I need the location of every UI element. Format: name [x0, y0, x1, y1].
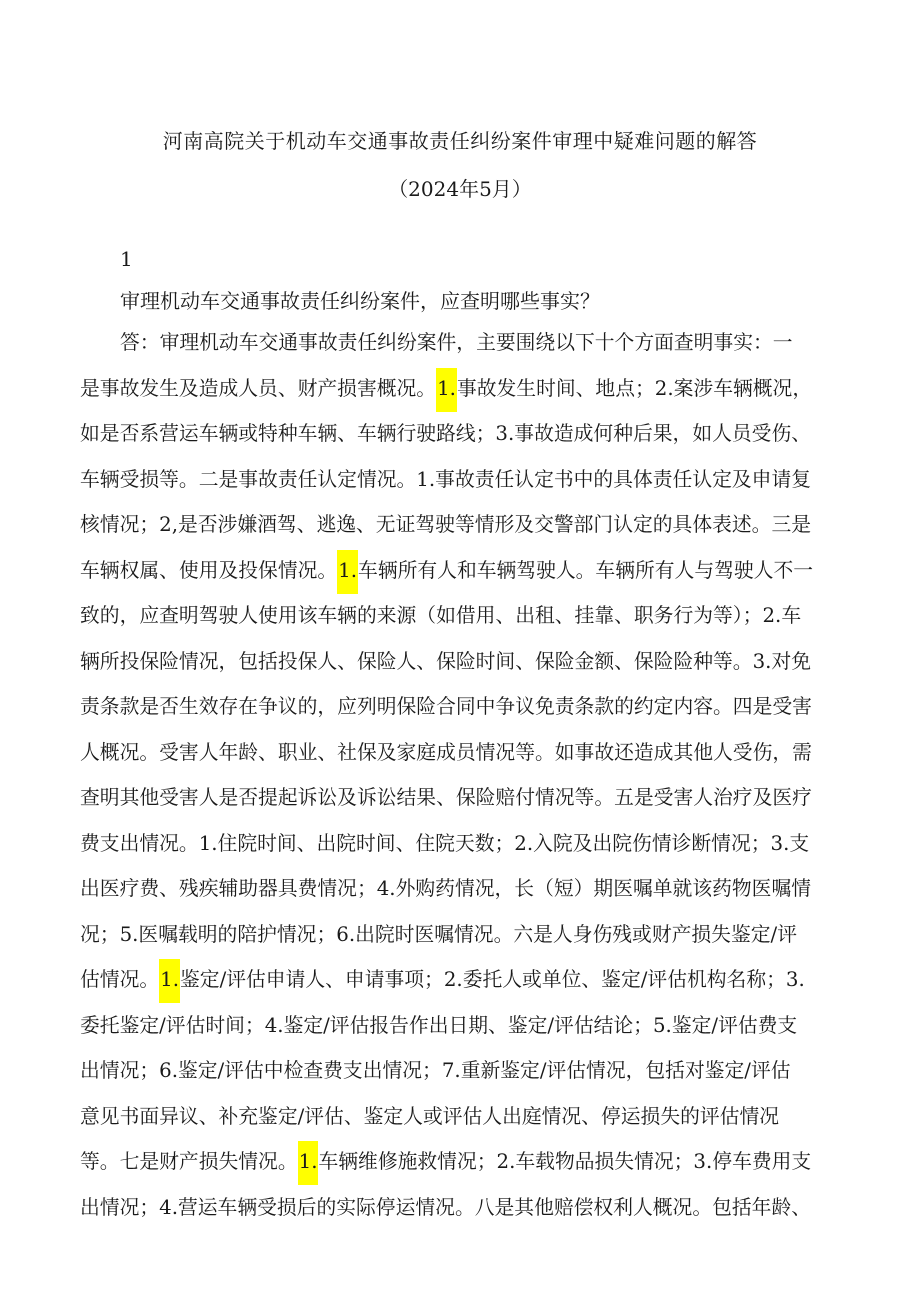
answer-text: 责条款是否生效存在争议的，应列明保险合同中争议免责条款的约定内容。四是受害	[80, 695, 812, 718]
highlighted-text: 1.	[436, 368, 457, 412]
answer-text: 车辆受损等。二是事故责任认定情况。1.事故责任认定书中的具体责任认定及申请复	[80, 467, 812, 491]
highlighted-text: 1.	[159, 959, 180, 1003]
answer-line	[80, 963, 840, 1009]
answer-line	[80, 1054, 840, 1100]
answer-text: 车辆维修施救情况；2.车载物品损失情况；3.停车费用支	[318, 1150, 812, 1173]
answer-text: 答：审理机动车交通事故责任纠纷案件，主要围绕以下十个方面查明事实：一	[120, 331, 793, 354]
answer-text: 委托鉴定/评估时间；4.鉴定/评估报告作出日期、鉴定/评估结论；5.鉴定/评估费支	[80, 1013, 798, 1037]
answer-text: 况；5.医嘱载明的陪护情况；6.出院时医嘱情况。六是人身伤残或财产损失鉴定/评	[80, 922, 797, 946]
answer-line	[80, 872, 840, 918]
answer-text: 事故发生时间、地点；2.案涉车辆概况，	[456, 376, 813, 400]
answer-line	[80, 599, 840, 645]
answer-line	[80, 736, 840, 782]
answer-line	[80, 372, 840, 418]
answer-line	[80, 918, 840, 964]
answer-line	[80, 463, 840, 509]
answer-text: 出情况；6.鉴定/评估中检查费支出情况；7.重新鉴定/评估情况，包括对鉴定/评估	[80, 1059, 791, 1082]
answer-text: 辆所投保险情况，包括投保人、保险人、保险时间、保险金额、保险险种等。3.对免	[80, 649, 812, 673]
answer-text: 鉴定/评估申请人、申请事项；2.委托人或单位、鉴定/评估机构名称；3.	[180, 968, 805, 991]
answer-text: 致的，应查明驾驶人使用该车辆的来源（如借用、出租、挂靠、职务行为等）；2.车	[80, 604, 802, 627]
answer-line	[80, 554, 840, 600]
answer-line	[80, 417, 840, 463]
answer-line	[80, 1100, 840, 1146]
question-number: 1	[120, 247, 133, 271]
answer-line	[80, 690, 840, 736]
answer-line	[80, 827, 840, 873]
answer-text: 核情况；2,是否涉嫌酒驾、逃逸、无证驾驶等情形及交警部门认定的具体表述。三是	[80, 513, 812, 536]
question-text: 审理机动车交通事故责任纠纷案件，应查明哪些事实？	[120, 289, 600, 313]
answer-text: 查明其他受害人是否提起诉讼及诉讼结果、保险赔付情况等。五是受害人治疗及医疗	[80, 786, 812, 809]
answer-text: 估情况。	[80, 968, 160, 991]
highlighted-text: 1.	[337, 550, 358, 594]
answer-text: 车辆权属、使用及投保情况。	[80, 558, 338, 582]
answer-line	[80, 508, 840, 554]
answer-text: 费支出情况。1.住院时间、出院时间、住院天数；2.入院及出院伤情诊断情况；3.支	[80, 831, 810, 855]
answer-text: 意见书面异议、补充鉴定/评估、鉴定人或评估人出庭情况、停运损失的评估情况	[80, 1104, 780, 1128]
answer-body	[80, 326, 840, 1236]
answer-text: 出情况；4.营运车辆受损后的实际停运情况。八是其他赔偿权利人概况。包括年龄、	[80, 1195, 812, 1219]
answer-text: 如是否系营运车辆或特种车辆、车辆行驶路线；3.事故造成何种后果，如人员受伤、	[80, 422, 812, 445]
answer-text: 出医疗费、残疾辅助器具费情况；4.外购药情况，长（短）期医嘱单就该药物医嘱情	[80, 877, 812, 900]
answer-text: 人概况。受害人年龄、职业、社保及家庭成员情况等。如事故还造成其他人受伤，需	[80, 740, 812, 764]
answer-line	[80, 1009, 840, 1055]
answer-text: 是事故发生及造成人员、财产损害概况。	[80, 376, 437, 400]
document-title: 河南高院关于机动车交通事故责任纠纷案件审理中疑难问题的解答	[162, 129, 758, 153]
answer-text: 等。七是财产损失情况。	[80, 1150, 298, 1173]
document-date: （2024年5月）	[388, 177, 532, 201]
answer-line	[80, 1191, 840, 1237]
highlighted-text: 1.	[298, 1141, 319, 1185]
answer-line	[80, 1145, 840, 1191]
answer-line	[80, 781, 840, 827]
answer-text: 车辆所有人和车辆驾驶人。车辆所有人与驾驶人不一	[358, 558, 814, 582]
answer-line	[80, 645, 840, 691]
answer-line	[80, 326, 840, 372]
